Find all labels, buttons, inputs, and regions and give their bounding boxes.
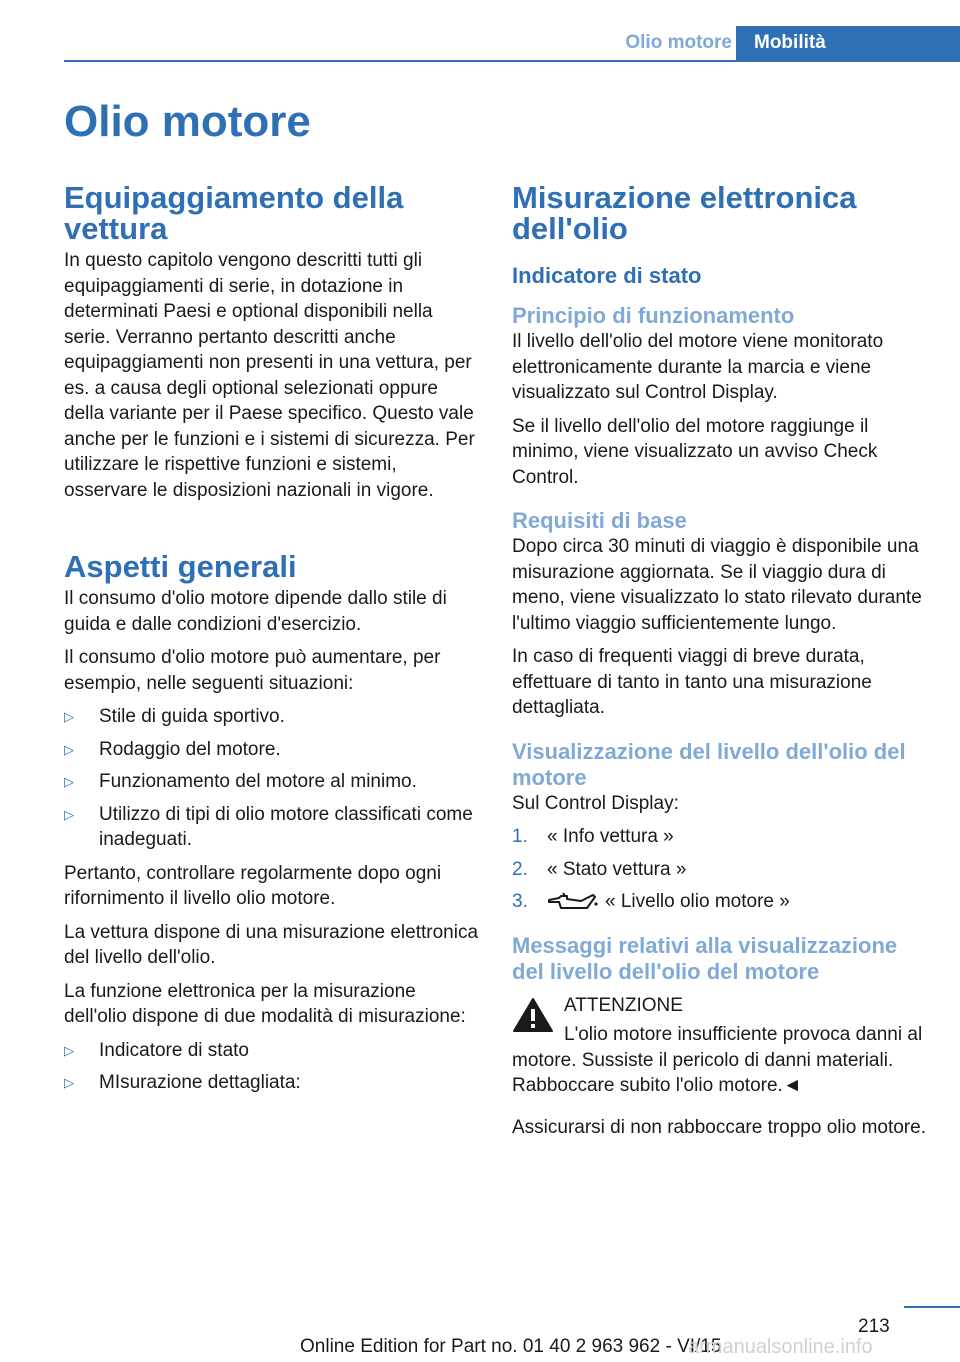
general-paragraph-1: Il consumo d'olio motore dipende dallo stile di guida e dalle condizioni d'esercizio. — [64, 588, 447, 635]
triangle-bullet-icon: ▷ — [64, 741, 74, 757]
step-text: « Stato vettura » — [547, 858, 687, 880]
final-paragraph: Assicurarsi di non rabboccare troppo olio motore. — [512, 1116, 926, 1138]
step-text: « Livello olio motore » — [605, 891, 790, 912]
list-item-text: MIsurazione dettagliata: — [99, 1072, 301, 1093]
display-steps-list — [512, 824, 926, 915]
messages-heading: Messaggi relativi alla visualizzazione del livello dell'olio del motore — [512, 932, 898, 984]
principle-paragraph-2: Se il livello dell'olio del motore raggiunge il minimo, viene visualizzato un avviso Check Control. — [512, 415, 878, 488]
step-number: 2. — [512, 858, 528, 880]
list-item — [512, 889, 926, 915]
list-item — [64, 704, 480, 730]
oil-can-icon — [547, 892, 599, 912]
principle-heading: Principio di funzionamento — [512, 303, 795, 328]
list-item-text: Utilizzo di tipi di olio motore classificati come inadeguati. — [99, 803, 473, 850]
header-section-label: Olio motore — [625, 32, 732, 53]
warning-text: L'olio motore insufficiente provoca danni al motore. Sussiste il pericolo di danni materiali. Rabboccare subito l'olio motore.◄ — [512, 1024, 923, 1096]
requirements-heading: Requisiti di base — [512, 508, 687, 533]
general-paragraph-2: Il consumo d'olio motore può aumentare, per esempio, nelle seguenti situazioni: — [64, 647, 441, 694]
requirements-paragraph-2: In caso di frequenti viaggi di breve durata, effettuare di tanto in tanto una misurazione dettagliata. — [512, 646, 872, 718]
general-paragraph-3: Pertanto, controllare regolarmente dopo ogni rifornimento il livello olio motore. — [64, 862, 442, 909]
display-intro: Sul Control Display: — [512, 792, 679, 814]
list-item-text: Indicatore di stato — [99, 1039, 249, 1061]
header-chapter-tab: Mobilità — [736, 26, 960, 60]
general-heading: Aspetti generali — [64, 549, 297, 584]
page-number: 213 — [858, 1316, 890, 1337]
step-number: 3. — [512, 891, 528, 912]
status-indicator-heading: Indicatore di stato — [512, 263, 702, 288]
equipment-heading: Equipaggiamento della vettura — [64, 180, 404, 246]
triangle-bullet-icon: ▷ — [64, 1042, 74, 1058]
situations-list — [64, 704, 480, 853]
triangle-bullet-icon: ▷ — [64, 774, 74, 789]
principle-paragraph-1: Il livello dell'olio del motore viene monitorato elettronicamente durante la marcia e viene visualizzato sul Control Display. — [512, 331, 884, 403]
footer-rule — [904, 1306, 960, 1308]
left-column — [64, 182, 480, 1104]
list-item — [512, 857, 926, 883]
warning-label: ATTENZIONE — [564, 994, 683, 1016]
triangle-bullet-icon: ▷ — [64, 1075, 74, 1090]
display-heading: Visualizzazione del livello dell'olio del motore — [512, 738, 906, 790]
page-title: Olio motore — [64, 97, 311, 146]
list-item-text: Rodaggio del motore. — [99, 738, 281, 760]
equipment-paragraph: In questo capitolo vengono descritti tutti gli equipaggiamenti di serie, in dotazione in determinati Paesi e optional disponibili nella serie. Verranno pertanto descritti anche equipaggiamenti non presenti in una vettura, per es. a causa degli optional selezionati oppure della variante per il Paese specifico. Questo vale anche per le funzioni e i sistemi di sicurezza. Per utilizzare le rispettive funzioni e sistemi, osservare le disposizioni nazionali in vigore. — [64, 250, 475, 501]
right-column — [512, 182, 926, 1148]
warning-box — [512, 993, 926, 1099]
requirements-paragraph-1: Dopo circa 30 minuti di viaggio è disponibile una misurazione aggiornata. Se il viaggio dura di meno, viene visualizzato lo stato rilevato durante l'ultimo viaggio sufficientemente lungo. — [512, 536, 922, 634]
triangle-bullet-icon: ▷ — [64, 806, 74, 822]
watermark: armanualsonline.info — [688, 1336, 873, 1358]
list-item — [512, 824, 926, 850]
measurement-heading: Misurazione elettronica dell'olio — [512, 180, 857, 246]
list-item — [64, 769, 480, 795]
triangle-bullet-icon: ▷ — [64, 709, 74, 724]
list-item-text: Funzionamento del motore al minimo. — [99, 771, 417, 792]
step-text: « Info vettura » — [547, 826, 674, 847]
list-item-text: Stile di guida sportivo. — [99, 706, 285, 727]
general-paragraph-4: La vettura dispone di una misurazione elettronica del livello dell'olio. — [64, 921, 479, 968]
modes-list — [64, 1038, 480, 1096]
list-item — [64, 1070, 480, 1096]
list-item — [64, 1038, 480, 1064]
step-number: 1. — [512, 826, 528, 847]
header-rule — [64, 60, 960, 62]
list-item — [64, 737, 480, 763]
warning-triangle-icon — [512, 997, 554, 1033]
edition-line: Online Edition for Part no. 01 40 2 963 962 - VI/15 — [300, 1336, 722, 1357]
general-paragraph-5: La funzione elettronica per la misurazione dell'olio dispone di due modalità di misurazione: — [64, 980, 466, 1027]
list-item — [64, 802, 480, 853]
